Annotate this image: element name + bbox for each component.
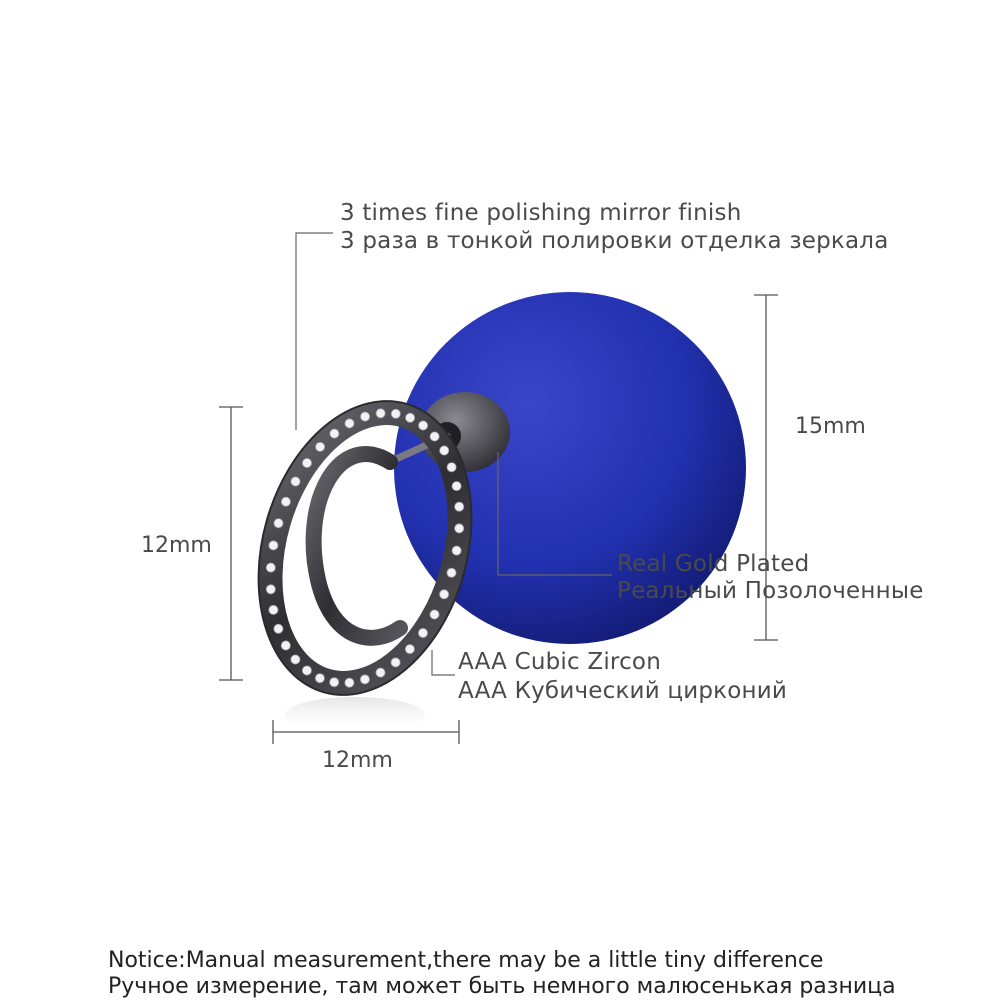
polish-label-ru: 3 раза в тонкой полировки отделка зеркала	[340, 228, 889, 254]
ring-height-label: 12mm	[141, 533, 212, 558]
zircon-stone	[376, 668, 385, 677]
zircon-stone	[269, 605, 278, 614]
zircon-label-ru: AAA Кубический цирконий	[458, 678, 788, 704]
zircon-stone	[452, 546, 461, 555]
zircon-stone	[274, 519, 283, 528]
zircon-stone	[455, 524, 464, 533]
gold-label-en: Real Gold Plated	[617, 551, 810, 577]
zircon-stone	[302, 458, 311, 467]
ball-height-label: 15mm	[795, 414, 866, 439]
zircon-stone	[406, 413, 415, 422]
zircon-stone	[405, 645, 414, 654]
zircon-stone	[452, 482, 461, 491]
zircon-stone	[316, 442, 325, 451]
zircon-stone	[391, 409, 400, 418]
notice-ru: Ручное измерение, там может быть немного малюсенькая разница	[108, 974, 896, 999]
zircon-stone	[361, 412, 370, 421]
zircon-stone	[330, 429, 339, 438]
zircon-stone	[455, 502, 464, 511]
zircon-stone	[281, 497, 290, 506]
zircon-stone	[430, 610, 439, 619]
zircon-stone	[266, 563, 275, 572]
ring-reflection	[285, 697, 425, 733]
zircon-stone	[315, 674, 324, 683]
zircon-stone	[266, 585, 275, 594]
zircon-stone	[418, 628, 427, 637]
polish-label-en: 3 times fine polishing mirror finish	[340, 200, 742, 226]
inner-hoop	[314, 454, 400, 638]
zircon-stone	[447, 568, 456, 577]
zircon-stone	[281, 641, 290, 650]
zircon-stone	[419, 421, 428, 430]
zircon-stone	[376, 409, 385, 418]
zircon-stone	[447, 463, 456, 472]
zircon-stone	[291, 655, 300, 664]
zircon-stone	[430, 432, 439, 441]
zircon-stone	[291, 477, 300, 486]
zircon-stone	[302, 666, 311, 675]
zircon-stone	[391, 658, 400, 667]
notice-en: Notice:Manual measurement,there may be a little tiny difference	[108, 948, 824, 973]
zircon-stone	[345, 678, 354, 687]
ring-width-label: 12mm	[322, 748, 393, 773]
zircon-stone	[360, 675, 369, 684]
zircon-stone	[440, 590, 449, 599]
zircon-stone	[330, 678, 339, 687]
zircon-label-en: AAA Cubic Zircon	[458, 649, 661, 675]
zircon-stone	[269, 541, 278, 550]
zircon-stone	[440, 446, 449, 455]
zircon-stone	[274, 624, 283, 633]
gold-label-ru: Реальный Позолоченные	[617, 578, 924, 604]
zircon-stone	[345, 419, 354, 428]
